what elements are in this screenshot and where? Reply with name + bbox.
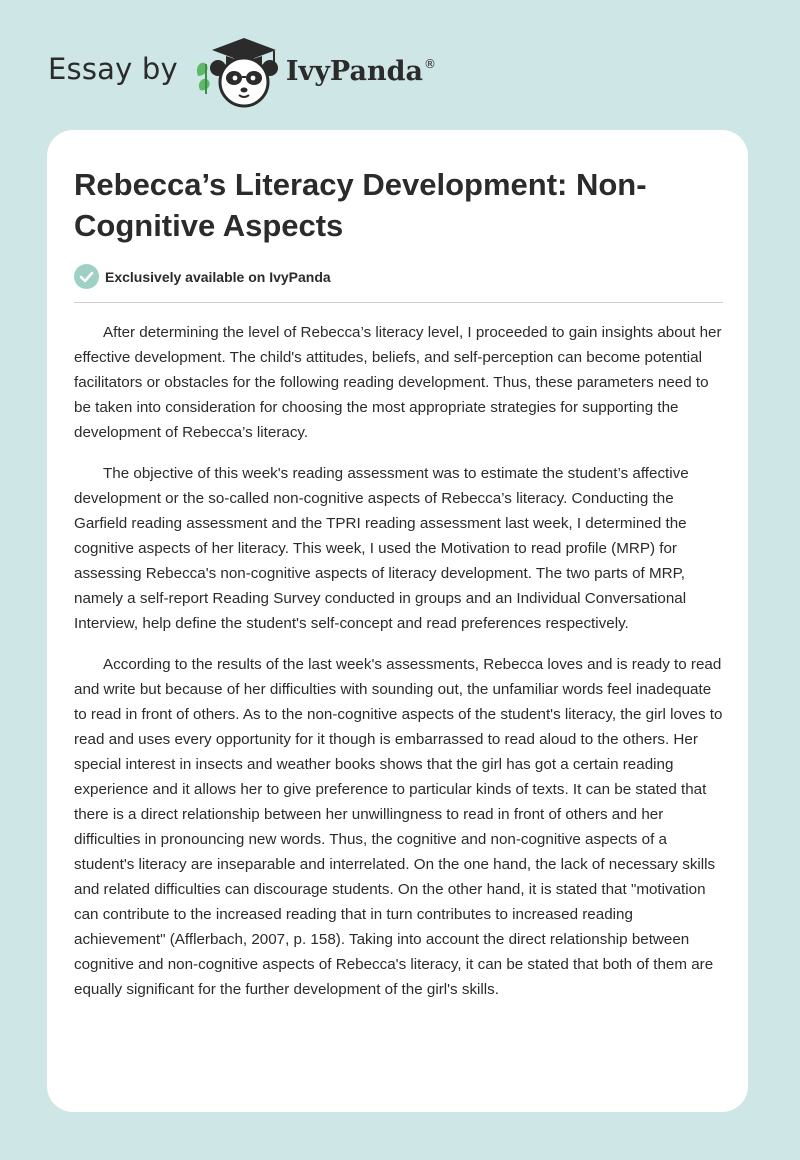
divider [74, 302, 723, 303]
checkmark-icon [74, 264, 99, 289]
essay-title: Rebecca’s Literacy Development: Non-Cognitive Aspects [74, 167, 647, 243]
registered-mark: ® [423, 57, 436, 71]
paragraph: According to the results of the last week's assessments, Rebecca loves and is ready to read and write but because of her difficulties with sounding out, the unfamiliar words feel inadequate to read in front of others. As to the non-cognitive aspects of the student's literacy, the girl loves to read and uses every opportunity for it though is embarrassed to read aloud to the others. Her special interest in insects and weather books shows that the girl has got a certain reading experience and it allows her to give preference to particular kinds of texts. It can be stated that there is a direct relationship between her unwillingness to read in front of others and her difficulties in pronouncing new words. Thus, the cognitive and non-cognitive aspects of a student's literacy are inseparable and interrelated. On the one hand, the lack of necessary skills and related difficulties can discourage students. On the other hand, it is stated that "motivation can contribute to the increased reading that in turn contributes to increased reading achievement" (Afflerbach, 2007, p. 158). Taking into account the direct relationship between cognitive and non-cognitive aspects of Rebecca's literacy, it can be stated that both of them are equally significant for the further development of the girl's skills. [74, 656, 723, 998]
brand-name[interactable]: IvyPanda [285, 55, 423, 87]
exclusive-badge [74, 264, 331, 289]
essay-body [74, 320, 726, 1018]
paragraph: After determining the level of Rebecca’s literacy level, I proceeded to gain insights about her effective development. The child's attitudes, beliefs, and self-perception can become potential facilitators or obstacles for the following reading development. Thus, these parameters need to be taken into consideration for choosing the most appropriate strategies for supporting the development of Rebecca’s literacy. [74, 324, 722, 441]
exclusive-label: Exclusively available on IvyPanda [105, 268, 331, 285]
site-header [48, 36, 436, 108]
essay-card [47, 130, 748, 1112]
paragraph: The objective of this week's reading assessment was to estimate the student’s affective development or the so-called non-cognitive aspects of Rebecca’s literacy. Conducting the Garfield reading assessment and the TPRI reading assessment last week, I determined the cognitive aspects of her literacy. This week, I used the Motivation to read profile (MRP) for assessing Rebecca's non-cognitive aspects of literacy development. The two parts of MRP, namely a self-report Reading Survey conducted in groups and an Individual Conversational Interview, help define the student's self-concept and read preferences respectively. [74, 465, 689, 632]
essay-by-label: Essay by [48, 52, 178, 86]
panda-logo-icon[interactable] [192, 36, 284, 108]
